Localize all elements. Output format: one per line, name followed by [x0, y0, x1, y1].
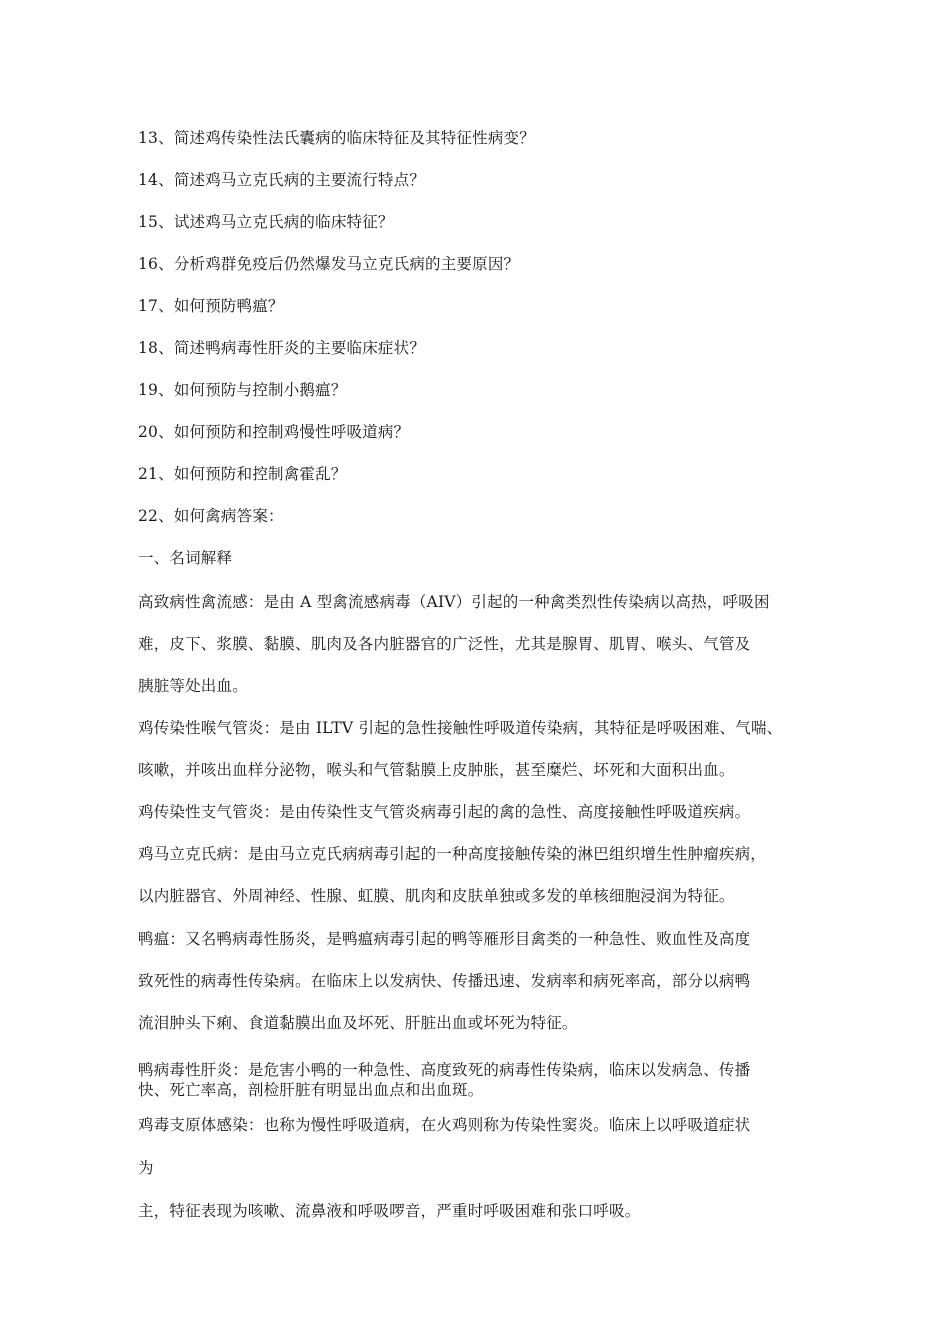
question-17: 17、如何预防鸭瘟？ — [138, 297, 284, 315]
section-heading: 一、名词解释 — [138, 549, 233, 567]
definition-hpai-line-3: 胰脏等处出血。 — [138, 677, 248, 695]
definition-mdv-line-2: 以内脏器官、外周神经、性腺、虹膜、肌肉和皮肤单独或多发的单核细胞浸润为特征。 — [138, 887, 735, 905]
definition-dvh — [138, 1060, 828, 1100]
definition-mg-line-2: 为 — [138, 1159, 154, 1177]
definition-mg-line-3: 主，特征表现为咳嗽、流鼻液和呼吸啰音，严重时呼吸困难和张口呼吸。 — [138, 1202, 641, 1220]
question-20: 20、如何预防和控制鸡慢性呼吸道病？ — [138, 423, 410, 441]
definition-ib-line-1: 鸡传染性支气管炎：是由传染性支气管炎病毒引起的禽的急性、高度接触性呼吸道疾病。 — [138, 803, 751, 821]
question-16: 16、分析鸡群免疫后仍然爆发马立克氏病的主要原因？ — [138, 255, 520, 273]
definition-dp-line-2: 致死性的病毒性传染病。在临床上以发病快、传播迅速、发病率和病死率高，部分以病鸭 — [138, 972, 751, 990]
question-21: 21、如何预防和控制禽霍乱？ — [138, 465, 347, 483]
question-19: 19、如何预防与控制小鹅瘟？ — [138, 381, 347, 399]
definition-ilt-line-2: 咳嗽，并咳出血样分泌物，喉头和气管黏膜上皮肿胀，甚至糜烂、坏死和大面积出血。 — [138, 761, 735, 779]
question-22: 22、如何禽病答案： — [138, 507, 284, 525]
definition-dp-line-1: 鸭瘟：又名鸭病毒性肠炎，是鸭瘟病毒引起的鸭等雁形目禽类的一种急性、败血性及高度 — [138, 930, 751, 948]
definition-mdv-line-1: 鸡马立克氏病：是由马立克氏病病毒引起的一种高度接触传染的淋巴组织增生性肿瘤疾病， — [138, 845, 767, 863]
definition-dp-line-3: 流泪肿头下痢、食道黏膜出血及坏死、肝脏出血或坏死为特征。 — [138, 1014, 578, 1032]
question-13: 13、简述鸡传染性法氏囊病的临床特征及其特征性病变？ — [138, 129, 535, 147]
definition-hpai-line-2: 难，皮下、浆膜、黏膜、肌肉及各内脏器官的广泛性，尤其是腺胃、肌胃、喉头、气管及 — [138, 635, 751, 653]
definition-ilt-line-1: 鸡传染性喉气管炎：是由 ILTV 引起的急性接触性呼吸道传染病，其特征是呼吸困难、气喘、 — [138, 719, 783, 737]
definition-dvh-line-2: 快、死亡率高，剖检肝脏有明显出血点和出血斑。 — [138, 1081, 484, 1099]
definition-mg-line-1: 鸡毒支原体感染：也称为慢性呼吸道病，在火鸡则称为传染性窦炎。临床上以呼吸道症状 — [138, 1116, 751, 1134]
definition-dvh-line-1: 鸭病毒性肝炎：是危害小鸭的一种急性、高度致死的病毒性传染病，临床以发病急、传播 — [138, 1061, 751, 1079]
question-18: 18、简述鸭病毒性肝炎的主要临床症状？ — [138, 339, 426, 357]
definition-hpai-line-1: 高致病性禽流感：是由 A 型禽流感病毒（AIV）引起的一种禽类烈性传染病以高热，呼吸困 — [138, 593, 770, 611]
question-14: 14、简述鸡马立克氏病的主要流行特点？ — [138, 171, 426, 189]
question-15: 15、试述鸡马立克氏病的临床特征？ — [138, 213, 394, 231]
